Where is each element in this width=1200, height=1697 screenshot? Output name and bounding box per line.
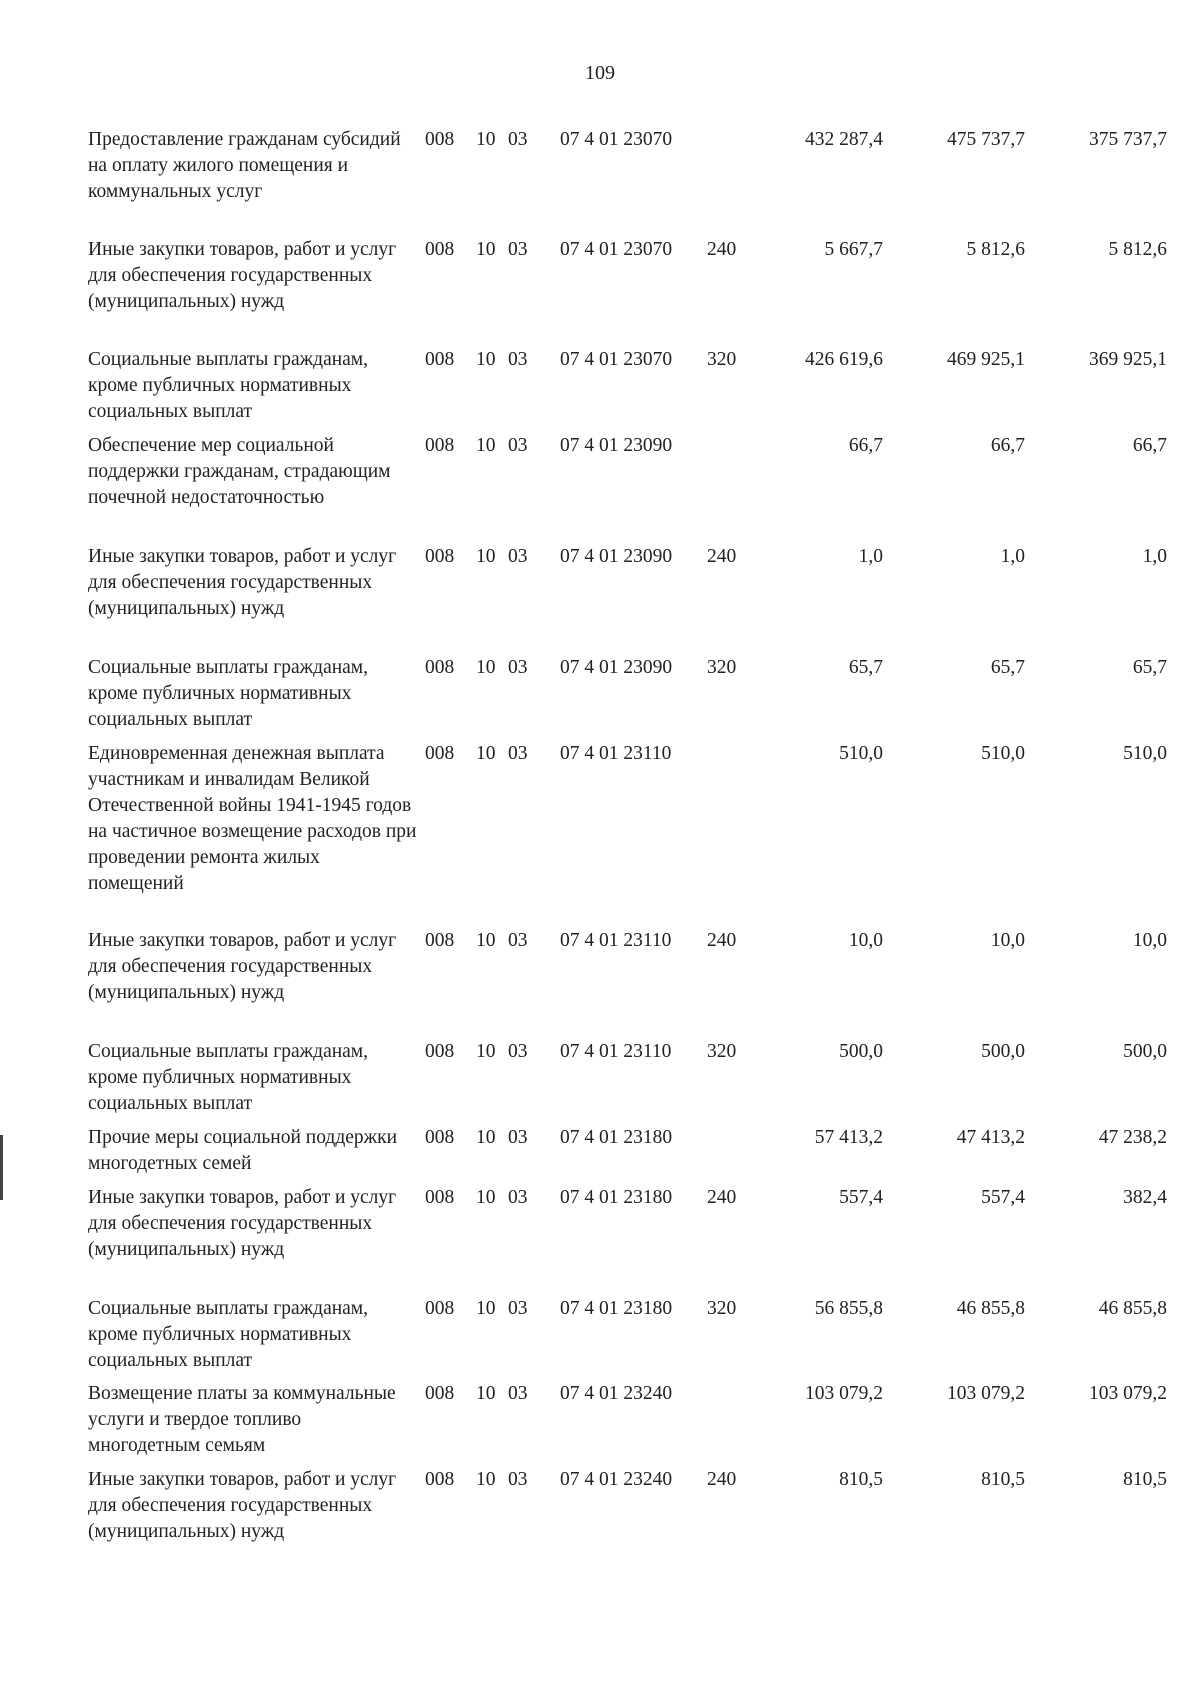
row-vr: 240 bbox=[707, 1469, 737, 1490]
row-value-3: 810,5 bbox=[1123, 1469, 1167, 1490]
row-ved: 008 bbox=[425, 435, 455, 456]
row-value-3: 66,7 bbox=[1132, 435, 1167, 456]
row-value-3: 369 925,1 bbox=[1089, 349, 1167, 370]
row-name: Единовременная денежная выплата участникам и инвалидам Великой Отечественной войны 1941-1945 годов на частичное возмещение расходов при проведении ремонта жилых помещений bbox=[88, 743, 417, 894]
row-pr: 03 bbox=[508, 1041, 528, 1062]
row-vr: 320 bbox=[707, 349, 737, 370]
row-vr: 320 bbox=[707, 657, 737, 678]
row-rz: 10 bbox=[476, 1187, 496, 1208]
row-value-1: 557,4 bbox=[839, 1187, 883, 1208]
row-name: Социальные выплаты гражданам, кроме публичных нормативных социальных выплат bbox=[88, 1298, 369, 1371]
row-value-3: 1,0 bbox=[1142, 546, 1167, 567]
row-rz: 10 bbox=[476, 657, 496, 678]
row-csr: 07 4 01 23090 bbox=[560, 657, 673, 678]
row-value-3: 500,0 bbox=[1123, 1041, 1167, 1062]
row-name: Обеспечение мер социальной поддержки гражданам, страдающим почечной недостаточностью bbox=[88, 435, 391, 508]
row-pr: 03 bbox=[508, 930, 528, 951]
row-csr: 07 4 01 23090 bbox=[560, 435, 673, 456]
row-csr: 07 4 01 23180 bbox=[560, 1187, 673, 1208]
row-ved: 008 bbox=[425, 1041, 455, 1062]
row-pr: 03 bbox=[508, 239, 528, 260]
row-value-2: 103 079,2 bbox=[947, 1383, 1025, 1404]
row-value-1: 510,0 bbox=[839, 743, 883, 764]
row-name: Иные закупки товаров, работ и услуг для обеспечения государственных (муниципальных) нужд bbox=[88, 239, 397, 312]
row-value-3: 510,0 bbox=[1123, 743, 1167, 764]
row-rz: 10 bbox=[476, 435, 496, 456]
row-name: Социальные выплаты гражданам, кроме публичных нормативных социальных выплат bbox=[88, 1041, 369, 1114]
scan-edge-mark bbox=[0, 1135, 3, 1200]
row-value-2: 5 812,6 bbox=[966, 239, 1025, 260]
row-value-1: 500,0 bbox=[839, 1041, 883, 1062]
row-pr: 03 bbox=[508, 1469, 528, 1490]
row-ved: 008 bbox=[425, 930, 455, 951]
row-value-2: 475 737,7 bbox=[947, 129, 1025, 150]
row-pr: 03 bbox=[508, 743, 528, 764]
row-csr: 07 4 01 23110 bbox=[560, 743, 672, 764]
row-value-1: 56 855,8 bbox=[814, 1298, 883, 1319]
row-pr: 03 bbox=[508, 1383, 528, 1404]
row-value-2: 1,0 bbox=[1000, 546, 1025, 567]
row-value-2: 510,0 bbox=[981, 743, 1025, 764]
row-rz: 10 bbox=[476, 1383, 496, 1404]
row-value-2: 66,7 bbox=[990, 435, 1025, 456]
row-ved: 008 bbox=[425, 239, 455, 260]
row-rz: 10 bbox=[476, 1469, 496, 1490]
row-name: Иные закупки товаров, работ и услуг для обеспечения государственных (муниципальных) нужд bbox=[88, 1469, 397, 1542]
row-rz: 10 bbox=[476, 743, 496, 764]
row-ved: 008 bbox=[425, 1469, 455, 1490]
row-csr: 07 4 01 23180 bbox=[560, 1298, 673, 1319]
row-value-2: 557,4 bbox=[981, 1187, 1025, 1208]
row-ved: 008 bbox=[425, 349, 455, 370]
row-value-1: 103 079,2 bbox=[805, 1383, 883, 1404]
row-pr: 03 bbox=[508, 349, 528, 370]
row-pr: 03 bbox=[508, 546, 528, 567]
row-value-1: 57 413,2 bbox=[814, 1127, 883, 1148]
row-value-1: 65,7 bbox=[848, 657, 883, 678]
row-name: Социальные выплаты гражданам, кроме публичных нормативных социальных выплат bbox=[88, 657, 369, 730]
row-vr: 240 bbox=[707, 930, 737, 951]
row-rz: 10 bbox=[476, 1127, 496, 1148]
page-number: 109 bbox=[585, 62, 615, 84]
row-value-3: 10,0 bbox=[1132, 930, 1167, 951]
row-value-3: 5 812,6 bbox=[1108, 239, 1167, 260]
row-value-2: 46 855,8 bbox=[956, 1298, 1025, 1319]
row-name: Иные закупки товаров, работ и услуг для обеспечения государственных (муниципальных) нужд bbox=[88, 546, 397, 619]
row-vr: 240 bbox=[707, 546, 737, 567]
row-rz: 10 bbox=[476, 239, 496, 260]
row-value-3: 65,7 bbox=[1132, 657, 1167, 678]
row-vr: 240 bbox=[707, 1187, 737, 1208]
row-value-1: 432 287,4 bbox=[805, 129, 883, 150]
row-rz: 10 bbox=[476, 546, 496, 567]
row-name: Иные закупки товаров, работ и услуг для обеспечения государственных (муниципальных) нужд bbox=[88, 930, 397, 1003]
row-csr: 07 4 01 23070 bbox=[560, 129, 673, 150]
row-value-3: 46 855,8 bbox=[1098, 1298, 1167, 1319]
row-csr: 07 4 01 23070 bbox=[560, 239, 673, 260]
row-pr: 03 bbox=[508, 657, 528, 678]
row-rz: 10 bbox=[476, 129, 496, 150]
row-value-3: 375 737,7 bbox=[1089, 129, 1167, 150]
row-ved: 008 bbox=[425, 1383, 455, 1404]
row-csr: 07 4 01 23110 bbox=[560, 1041, 672, 1062]
row-name: Возмещение платы за коммунальные услуги и твердое топливо многодетным семьям bbox=[88, 1383, 396, 1456]
row-value-3: 47 238,2 bbox=[1098, 1127, 1167, 1148]
row-vr: 320 bbox=[707, 1298, 737, 1319]
row-csr: 07 4 01 23240 bbox=[560, 1383, 673, 1404]
row-vr: 320 bbox=[707, 1041, 737, 1062]
row-pr: 03 bbox=[508, 435, 528, 456]
row-value-3: 382,4 bbox=[1123, 1187, 1167, 1208]
row-value-1: 810,5 bbox=[839, 1469, 883, 1490]
row-csr: 07 4 01 23180 bbox=[560, 1127, 673, 1148]
row-rz: 10 bbox=[476, 1298, 496, 1319]
row-name: Иные закупки товаров, работ и услуг для обеспечения государственных (муниципальных) нужд bbox=[88, 1187, 397, 1260]
row-value-2: 10,0 bbox=[990, 930, 1025, 951]
row-name: Прочие меры социальной поддержки многодетных семей bbox=[88, 1127, 398, 1174]
row-value-1: 426 619,6 bbox=[805, 349, 883, 370]
row-value-2: 469 925,1 bbox=[947, 349, 1025, 370]
row-csr: 07 4 01 23070 bbox=[560, 349, 673, 370]
row-rz: 10 bbox=[476, 930, 496, 951]
row-value-1: 5 667,7 bbox=[824, 239, 883, 260]
row-value-1: 1,0 bbox=[858, 546, 883, 567]
row-value-2: 65,7 bbox=[990, 657, 1025, 678]
row-ved: 008 bbox=[425, 743, 455, 764]
row-name: Социальные выплаты гражданам, кроме публичных нормативных социальных выплат bbox=[88, 349, 369, 422]
row-rz: 10 bbox=[476, 349, 496, 370]
row-value-1: 10,0 bbox=[848, 930, 883, 951]
row-ved: 008 bbox=[425, 1127, 455, 1148]
row-value-3: 103 079,2 bbox=[1089, 1383, 1167, 1404]
row-pr: 03 bbox=[508, 129, 528, 150]
row-csr: 07 4 01 23240 bbox=[560, 1469, 673, 1490]
row-ved: 008 bbox=[425, 1187, 455, 1208]
row-pr: 03 bbox=[508, 1298, 528, 1319]
row-pr: 03 bbox=[508, 1127, 528, 1148]
row-ved: 008 bbox=[425, 1298, 455, 1319]
row-value-2: 47 413,2 bbox=[956, 1127, 1025, 1148]
row-value-2: 500,0 bbox=[981, 1041, 1025, 1062]
row-pr: 03 bbox=[508, 1187, 528, 1208]
row-name: Предоставление гражданам субсидий на оплату жилого помещения и коммунальных услуг bbox=[88, 129, 401, 202]
row-ved: 008 bbox=[425, 546, 455, 567]
row-ved: 008 bbox=[425, 129, 455, 150]
row-csr: 07 4 01 23110 bbox=[560, 930, 672, 951]
row-ved: 008 bbox=[425, 657, 455, 678]
row-rz: 10 bbox=[476, 1041, 496, 1062]
row-value-1: 66,7 bbox=[848, 435, 883, 456]
row-vr: 240 bbox=[707, 239, 737, 260]
row-csr: 07 4 01 23090 bbox=[560, 546, 673, 567]
row-value-2: 810,5 bbox=[981, 1469, 1025, 1490]
